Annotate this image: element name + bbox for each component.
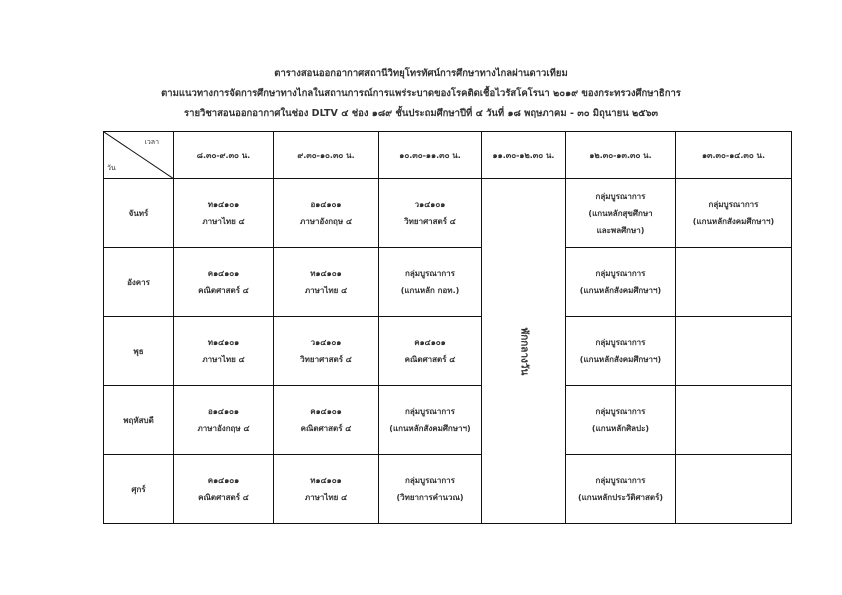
- class-cell: [274, 455, 379, 524]
- class-code: กลุ่มบูรณาการ: [595, 269, 646, 278]
- class-subject: วิทยาศาสตร์ ๔: [404, 217, 456, 226]
- class-cell: [676, 179, 792, 248]
- class-code: ว๑๔๑๐๑: [310, 338, 342, 347]
- class-cell: [379, 455, 482, 524]
- corner-time-label: เวลา: [144, 138, 159, 146]
- class-cell: [174, 317, 274, 386]
- day-label: จันทร์: [104, 179, 174, 248]
- class-code: ท๑๔๑๐๑: [310, 476, 342, 485]
- class-code: กลุ่มบูรณาการ: [708, 200, 759, 209]
- class-subject: (แกนหลัก กอท.): [400, 286, 460, 295]
- class-code: ค๑๔๑๐๑: [310, 407, 342, 416]
- class-code: ท๑๔๑๐๑: [310, 269, 342, 278]
- class-subject: (แกนหลักสังคมศึกษาฯ): [389, 424, 471, 433]
- class-cell: [379, 248, 482, 317]
- empty-cell: [676, 317, 792, 386]
- time-header: ๑๒.๓๐-๑๓.๓๐ น.: [566, 132, 676, 179]
- time-header: ๑๑.๓๐-๑๒.๓๐ น.: [482, 132, 566, 179]
- class-subject: (แกนหลักสังคมศึกษาฯ): [579, 286, 662, 295]
- class-subject: คณิตศาสตร์ ๔: [198, 493, 249, 502]
- time-header: ๑๐.๓๐-๑๑.๓๐ น.: [379, 132, 482, 179]
- class-cell: [274, 179, 379, 248]
- class-cell: [174, 248, 274, 317]
- class-code: อ๑๔๑๐๑: [208, 407, 239, 416]
- class-subject: (แกนหลักสุขศึกษา: [588, 208, 653, 218]
- class-subject: คณิตศาสตร์ ๔: [300, 424, 352, 433]
- class-code: กลุ่มบูรณาการ: [595, 407, 646, 416]
- class-code: กลุ่มบูรณาการ: [405, 476, 455, 485]
- class-subject: คณิตศาสตร์ ๔: [198, 286, 249, 295]
- corner-cell: [104, 132, 174, 179]
- class-subject: (แกนหลักประวัติศาสตร์): [577, 493, 664, 502]
- class-subject: ภาษาอังกฤษ ๔: [299, 217, 353, 226]
- day-label: พุธ: [104, 317, 174, 386]
- table-row: [104, 317, 792, 386]
- class-cell: [174, 179, 274, 248]
- class-code: ท๑๔๑๐๑: [207, 338, 240, 347]
- lunch-break-cell: [482, 179, 566, 524]
- class-code: กลุ่มบูรณาการ: [405, 407, 455, 416]
- class-code: ค๑๔๑๐๑: [414, 338, 446, 347]
- class-subject: (วิทยาการคำนวณ): [396, 493, 464, 502]
- class-code: อ๑๔๑๐๑: [310, 200, 342, 209]
- time-header: ๙.๓๐-๑๐.๓๐ น.: [274, 132, 379, 179]
- class-cell: [566, 386, 676, 455]
- class-code: กลุ่มบูรณาการ: [595, 476, 646, 485]
- day-label: อังคาร: [104, 248, 174, 317]
- class-subject: ภาษาไทย ๔: [202, 355, 245, 364]
- class-cell: [174, 455, 274, 524]
- class-cell: [274, 317, 379, 386]
- class-subject: (แกนหลักศิลปะ): [591, 424, 650, 433]
- class-cell: [379, 179, 482, 248]
- title-line-3: รายวิชาสอนออกอากาศในช่อง DLTV ๔ ช่อง ๑๘๙ ชั้นประถมศึกษาปีที่ ๔ วันที่ ๑๘ พฤษภาคม - ๓๐ มิถุนายน ๒๕๖๓: [184, 108, 658, 119]
- class-subject: (แกนหลักสังคมศึกษาฯ): [692, 217, 775, 226]
- table-row: [104, 455, 792, 524]
- header-row: [104, 132, 792, 179]
- empty-cell: [676, 386, 792, 455]
- lunch-break-label: พักกลางวัน: [518, 327, 529, 375]
- class-cell: [274, 248, 379, 317]
- class-code: ค๑๔๑๐๑: [207, 269, 240, 278]
- document-title-block: [0, 64, 842, 124]
- class-cell: [566, 455, 676, 524]
- class-subject: ภาษาไทย ๔: [304, 493, 348, 502]
- class-cell: [379, 317, 482, 386]
- time-header: ๑๓.๓๐-๑๔.๓๐ น.: [676, 132, 792, 179]
- time-header: ๘.๓๐-๙.๓๐ น.: [174, 132, 274, 179]
- class-cell: [566, 248, 676, 317]
- class-subject-cont: และพลศึกษา): [596, 225, 645, 235]
- class-code: ว๑๔๑๐๑: [414, 200, 446, 209]
- title-line-1: ตารางสอนออกอากาศสถานีวิทยุโทรทัศน์การศึกษาทางไกลผ่านดาวเทียม: [274, 68, 568, 79]
- table-row: [104, 386, 792, 455]
- empty-cell: [676, 248, 792, 317]
- class-cell: [174, 386, 274, 455]
- day-label: ศุกร์: [104, 455, 174, 524]
- class-code: กลุ่มบูรณาการ: [595, 338, 646, 347]
- class-cell: [379, 386, 482, 455]
- day-label: พฤหัสบดี: [104, 386, 174, 455]
- class-code: ท๑๔๑๐๑: [207, 200, 240, 209]
- class-subject: (แกนหลักสังคมศึกษาฯ): [579, 355, 662, 364]
- empty-cell: [676, 455, 792, 524]
- class-code: ค๑๔๑๐๑: [207, 476, 240, 485]
- class-code: กลุ่มบูรณาการ: [595, 191, 646, 201]
- class-subject: คณิตศาสตร์ ๔: [404, 355, 456, 364]
- class-subject: วิทยาศาสตร์ ๔: [300, 355, 352, 364]
- title-line-2: ตามแนวทางการจัดการศึกษาทางไกลในสถานการณ์การแพร่ระบาดของโรคติดเชื้อไวรัสโคโรนา ๒๐๑๙ ของกระทรวงศึกษาธิการ: [161, 88, 681, 99]
- class-subject: ภาษาอังกฤษ ๔: [197, 424, 250, 433]
- class-subject: ภาษาไทย ๔: [304, 286, 348, 295]
- class-code: กลุ่มบูรณาการ: [405, 269, 455, 278]
- class-cell: [566, 179, 676, 248]
- class-cell: [274, 386, 379, 455]
- corner-day-label: วัน: [107, 164, 116, 172]
- class-cell: [566, 317, 676, 386]
- table-row: [104, 179, 792, 248]
- table-row: [104, 248, 792, 317]
- class-subject: ภาษาไทย ๔: [202, 217, 245, 226]
- schedule-table: [103, 131, 792, 524]
